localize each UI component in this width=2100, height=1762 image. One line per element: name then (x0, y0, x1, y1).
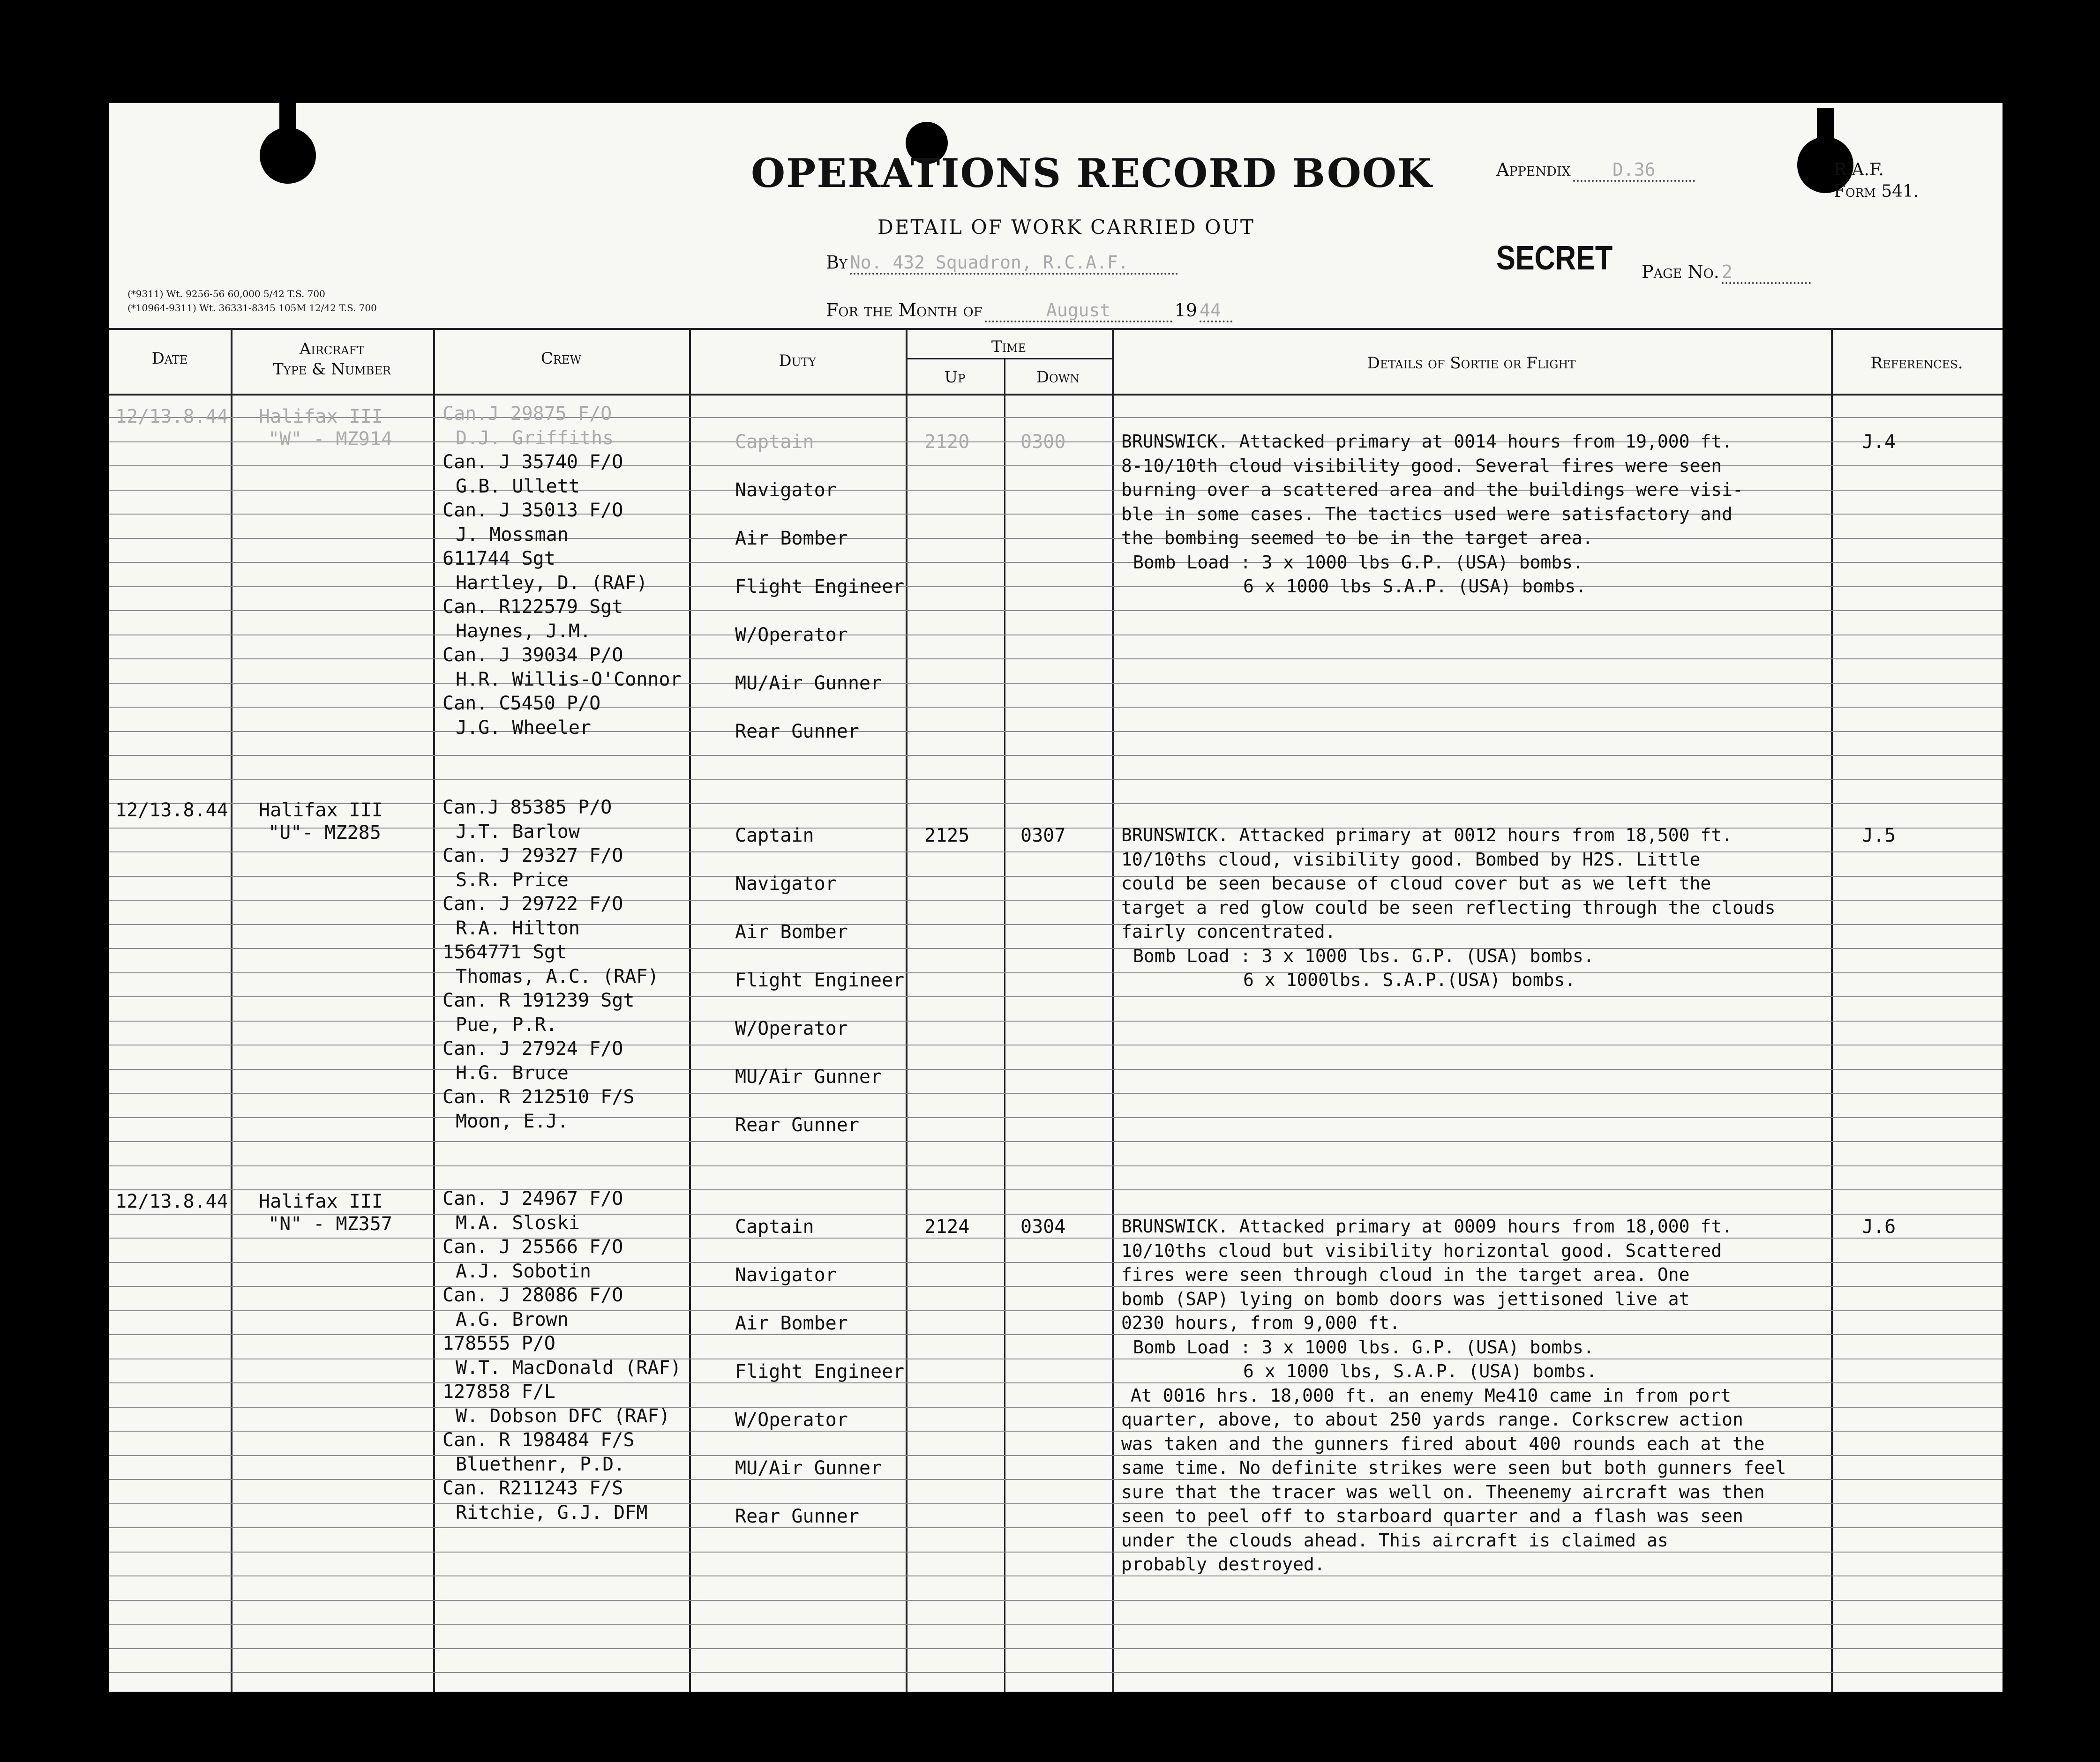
ruled-line (109, 658, 2002, 659)
detail-line: target a red glow could be seen reflecting through the clouds (1121, 897, 1776, 918)
page-label: Page No. (1642, 261, 1719, 282)
ruled-line (109, 1093, 2002, 1094)
detail-line: Bomb Load : 3 x 1000 lbs. G.P. (USA) bombs. (1133, 945, 1594, 966)
ruled-line (109, 779, 2002, 780)
header-references: References. (1870, 354, 1963, 373)
duty-label: Air Bomber (735, 921, 848, 943)
crew-line: Can. J 35740 F/O (442, 451, 623, 473)
by-label: By (826, 252, 848, 273)
detail-line: 8-10/10th cloud visibility good. Several fires were seen (1121, 455, 1722, 476)
secret-marking: SECRET (1496, 239, 1613, 277)
detail-line: 10/10ths cloud, visibility good. Bombed by H2S. Little (1121, 849, 1701, 870)
ruled-line (109, 1117, 2002, 1118)
ruled-line (109, 1455, 2002, 1456)
crew-line: Can. J 35013 F/O (442, 500, 623, 521)
ruled-line (109, 1600, 2002, 1601)
detail-line: burning over a scattered area and the buildings were visi- (1121, 479, 1743, 500)
ruled-line (109, 1672, 2002, 1673)
form-subtitle: DETAIL OF WORK CARRIED OUT (878, 216, 1255, 239)
crew-line: Ritchie, G.J. DFM (456, 1501, 648, 1523)
header-details: Details of Sortie or Flight (1367, 354, 1576, 373)
detail-line: At 0016 hrs. 18,000 ft. an enemy Me410 came in from port (1131, 1385, 1732, 1406)
detail-line: could be seen because of cloud cover but as we left the (1121, 873, 1711, 894)
crew-line: J. Mossman (456, 523, 569, 545)
crew-line: Can. J 28086 F/O (442, 1284, 623, 1306)
page-value: 2 (1722, 261, 1811, 284)
crew-line: Can.J 85385 P/O (442, 797, 612, 818)
detail-line: 6 x 1000lbs. S.A.P.(USA) bombs. (1243, 970, 1576, 990)
time-down: 0307 (1020, 825, 1066, 846)
crew-line: Can. J 24967 F/O (442, 1188, 623, 1210)
crew-line: Haynes, J.M. (456, 620, 591, 642)
aircraft-number: "U"- MZ285 (268, 822, 381, 844)
detail-line: 6 x 1000 lbs, S.A.P. (USA) bombs. (1243, 1361, 1597, 1381)
ruled-line (109, 1310, 2002, 1311)
month-value: August (985, 300, 1172, 322)
time-down: 0300 (1020, 431, 1066, 453)
duty-label: Captain (735, 1216, 814, 1238)
aircraft-type: Halifax III (259, 1191, 383, 1212)
ruled-line (109, 683, 2002, 684)
appendix-value: D.36 (1573, 159, 1695, 182)
header-time: Time (991, 337, 1027, 356)
appendix-label: Appendix (1496, 159, 1571, 180)
ruled-line (109, 1648, 2002, 1649)
crew-line: Can. R122579 Sgt (442, 596, 623, 618)
ruled-line (109, 731, 2002, 732)
crew-line: 1564771 Sgt (442, 941, 567, 963)
aircraft-type: Halifax III (259, 406, 383, 427)
ruled-line (109, 1262, 2002, 1263)
ruled-line (109, 1503, 2002, 1504)
crew-line: A.J. Sobotin (456, 1260, 591, 1282)
detail-line: Bomb Load : 3 x 1000 lbs. G.P. (USA) bombs. (1133, 1336, 1594, 1358)
duty-label: Air Bomber (735, 1313, 848, 1334)
duty-label: W/Operator (735, 1018, 848, 1039)
crew-line: W.T. MacDonald (RAF) (456, 1357, 682, 1379)
detail-line: under the clouds ahead. This aircraft is claimed as (1121, 1530, 1668, 1551)
ruled-line (109, 948, 2002, 949)
header-crew: Crew (540, 349, 582, 368)
ruled-line (109, 924, 2002, 925)
ruled-line (109, 851, 2002, 852)
ruled-line (109, 417, 2002, 418)
crew-line: Can. R 191239 Sgt (442, 990, 635, 1011)
crew-line: 178555 P/O (442, 1333, 555, 1354)
form-title: OPERATIONS RECORD BOOK (751, 150, 1433, 196)
ruled-line (109, 1527, 2002, 1528)
crew-line: Can. R 198484 F/S (442, 1429, 635, 1451)
crew-line: Can. J 29722 F/O (442, 893, 623, 915)
ruled-line (109, 538, 2002, 539)
ruled-line (109, 1214, 2002, 1215)
duty-label: Flight Engineer (735, 576, 905, 597)
detail-line: BRUNSWICK. Attacked primary at 0014 hours from 19,000 ft. (1121, 431, 1733, 452)
ruled-line (109, 1238, 2002, 1239)
year-suffix: 44 (1200, 300, 1232, 322)
ruled-line (109, 1069, 2002, 1070)
ruled-line (109, 586, 2002, 587)
detail-line: quarter, above, to about 250 yards range. Corkscrew action (1121, 1409, 1743, 1430)
detail-line: BRUNSWICK. Attacked primary at 0009 hours from 18,000 ft. (1121, 1216, 1733, 1237)
aircraft-type: Halifax III (259, 799, 383, 821)
detail-line: ble in some cases. The tactics used were satisfactory and (1121, 503, 1733, 524)
ruled-line (109, 1479, 2002, 1480)
detail-line: 0230 hours, from 9,000 ft. (1121, 1313, 1400, 1333)
ruled-line (109, 1286, 2002, 1287)
crew-line: Can. J 25566 F/O (442, 1236, 623, 1258)
ruled-line (109, 803, 2002, 804)
reference: J.4 (1862, 431, 1896, 453)
header-date: Date (151, 349, 188, 368)
detail-line: was taken and the gunners fired about 400 rounds each at the (1121, 1433, 1765, 1454)
ruled-line (109, 610, 2002, 611)
ruled-line (109, 707, 2002, 708)
ruled-line (109, 1407, 2002, 1408)
detail-line: the bombing seemed to be in the target area. (1121, 528, 1593, 548)
crew-line: J.G. Wheeler (456, 717, 591, 739)
detail-line: bomb (SAP) lying on bomb doors was jettisoned live at (1121, 1288, 1690, 1309)
ruled-line (109, 876, 2002, 877)
form-code-1: R.A.F. (1834, 160, 1884, 179)
duty-label: W/Operator (735, 1409, 848, 1431)
duty-label: Rear Gunner (735, 721, 859, 742)
duty-label: MU/Air Gunner (735, 1457, 882, 1479)
crew-line: 127858 F/L (442, 1381, 555, 1403)
crew-line: Can. J 27924 F/O (442, 1038, 623, 1060)
aircraft-number: "N" - MZ357 (268, 1213, 392, 1235)
crew-line: Can. R211243 F/S (442, 1478, 623, 1499)
duty-label: Rear Gunner (735, 1506, 859, 1527)
detail-line: sure that the tracer was well on. Theenemy aircraft was then (1121, 1481, 1765, 1502)
crew-line: W. Dobson DFC (RAF) (456, 1405, 670, 1427)
reference: J.6 (1862, 1216, 1896, 1238)
crew-line: 611744 Sgt (442, 548, 555, 569)
crew-line: Can. C5450 P/O (442, 693, 601, 714)
ruled-line (109, 972, 2002, 973)
ruled-line (109, 1575, 2002, 1576)
entry-date: 12/13.8.44 (115, 406, 228, 427)
duty-label: Navigator (735, 479, 837, 501)
time-down: 0304 (1020, 1216, 1066, 1238)
duty-label: Navigator (735, 1264, 837, 1286)
ruled-line (109, 1552, 2002, 1553)
crew-line: H.G. Bruce (456, 1062, 569, 1084)
duty-label: Air Bomber (735, 528, 848, 549)
header-duty: Duty (779, 351, 816, 370)
ruled-line (109, 1021, 2002, 1022)
table-body (109, 103, 2002, 1692)
crew-line: H.R. Willis-O'Connor (456, 668, 682, 690)
ruled-line (109, 1189, 2002, 1190)
detail-line: fires were seen through cloud in the target area. One (1121, 1264, 1690, 1285)
detail-line: BRUNSWICK. Attacked primary at 0012 hours from 18,500 ft. (1121, 825, 1733, 845)
duty-label: Flight Engineer (735, 1361, 905, 1382)
ruled-line (109, 1141, 2002, 1142)
duty-label: W/Operator (735, 624, 848, 646)
entry-date: 12/13.8.44 (115, 1191, 228, 1212)
by-value: No. 432 Squadron, R.C.A.F. (850, 252, 1178, 275)
header-aircraft-2: Type & Number (273, 360, 391, 379)
detail-line: same time. No definite strikes were seen but both gunners feel (1121, 1457, 1786, 1478)
duty-label: Captain (735, 825, 814, 846)
crew-line: D.J. Griffiths (456, 427, 614, 449)
ruled-line (109, 562, 2002, 563)
ruled-line (109, 1334, 2002, 1335)
detail-line: 6 x 1000 lbs S.A.P. (USA) bombs. (1243, 576, 1587, 597)
crew-line: Pue, P.R. (456, 1014, 557, 1036)
detail-line: Bomb Load : 3 x 1000 lbs G.P. (USA) bombs. (1133, 552, 1583, 573)
entry-date: 12/13.8.44 (115, 799, 228, 821)
detail-line: seen to peel off to starboard quarter and a flash was seen (1121, 1506, 1743, 1526)
reference: J.5 (1862, 825, 1896, 846)
crew-line: R.A. Hilton (456, 917, 580, 939)
header-down: Down (1036, 368, 1080, 387)
detail-line: probably destroyed. (1121, 1554, 1325, 1575)
crew-line: Hartley, D. (RAF) (456, 572, 648, 594)
duty-label: MU/Air Gunner (735, 672, 882, 694)
header-up: Up (944, 368, 966, 387)
crew-line: Can. R 212510 F/S (442, 1086, 635, 1108)
crew-line: Can. J 29327 F/O (442, 845, 623, 866)
duty-label: Rear Gunner (735, 1114, 859, 1136)
time-up: 2124 (924, 1216, 970, 1238)
ruled-line (109, 755, 2002, 756)
aircraft-number: "W" - MZ914 (268, 428, 392, 450)
ruled-line (109, 996, 2002, 997)
detail-line: fairly concentrated. (1121, 921, 1336, 942)
year-prefix: 19 (1174, 300, 1197, 321)
crew-line: S.R. Price (456, 869, 569, 891)
header-aircraft-1: Aircraft (299, 340, 365, 358)
crew-line: Thomas, A.C. (RAF) (456, 965, 659, 987)
crew-line: Can.J 29875 F/O (442, 403, 612, 425)
time-up: 2125 (924, 825, 970, 846)
duty-label: Flight Engineer (735, 970, 905, 991)
crew-line: M.A. Sloski (456, 1212, 580, 1234)
ruled-line (109, 1382, 2002, 1383)
crew-line: J.T. Barlow (456, 821, 580, 843)
month-label: For the Month of (826, 300, 982, 321)
time-up: 2120 (924, 431, 970, 453)
ruled-line (109, 1624, 2002, 1625)
crew-line: Moon, E.J. (456, 1110, 569, 1132)
crew-line: A.G. Brown (456, 1308, 569, 1330)
duty-label: Navigator (735, 873, 837, 895)
crew-line: Bluethenr, P.D. (456, 1453, 625, 1475)
crew-line: Can. J 39034 P/O (442, 644, 623, 666)
form-sheet (109, 103, 2002, 1692)
print-line-2: (*10964-9311) Wt. 36331-8345 105M 12/42 T.S. 700 (128, 302, 377, 314)
ruled-line (109, 1165, 2002, 1166)
print-line-1: (*9311) Wt. 9256-56 60,000 5/42 T.S. 700 (128, 288, 325, 299)
crew-line: G.B. Ullett (456, 475, 580, 497)
duty-label: MU/Air Gunner (735, 1066, 882, 1088)
detail-line: 10/10ths cloud but visibility horizontal good. Scattered (1121, 1240, 1722, 1261)
ruled-line (109, 1431, 2002, 1432)
duty-label: Captain (735, 431, 814, 453)
form-code-2: Form 541. (1834, 182, 1919, 201)
